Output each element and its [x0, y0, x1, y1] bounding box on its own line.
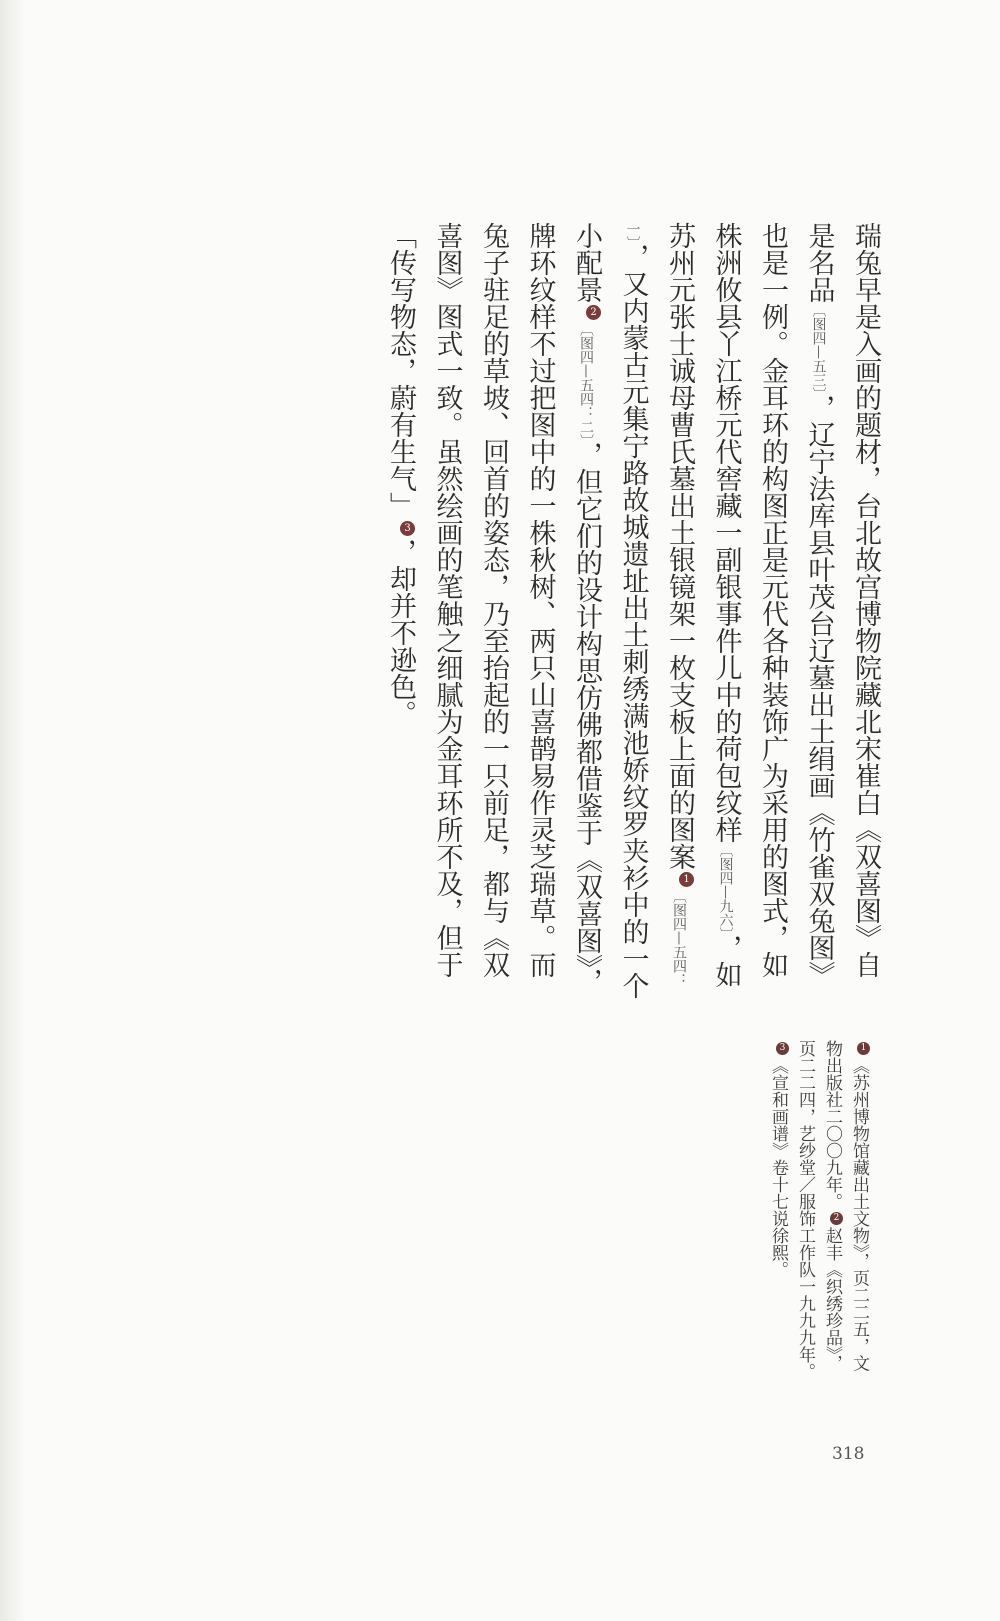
footnote-text-3: 《宣和画谱》卷十七说徐熙。 [768, 1057, 788, 1278]
footnote-number-2: 2 [830, 1212, 843, 1225]
body-text [377, 222, 889, 1002]
body-text-part-1: 瑞兔早是入画的题材，台北故宫博物院藏北宋崔白《双喜图》自是名品 [803, 222, 881, 978]
figure-ref-3: 〔图四—五四：一〕 [624, 222, 687, 987]
footnote-number-1: 1 [857, 1042, 870, 1055]
footnote-text-2: 赵丰《织绣珍品》，页二二四，艺纱堂／服饰工作队一九九九年。 [795, 1040, 842, 1380]
body-text-part-4: ，又内蒙古元集宁路故城遗址出土刺绣满池娇纹罗夹衫中的一个小配景 [571, 222, 649, 999]
body-text-part-5: ，但它们的设计构思仿佛都借鉴于《双喜图》，牌环纹样不过把图中的一株秋树、两只山喜鹊易作灵芝瑞草。而兔子驻足的草坡、回首的姿态，乃至抬起的一只前足，都与《双喜图》图式一致。虽然绘画的笔触之细腻为金耳环所不及，但于「传写物态，蔚有生气」 [385, 222, 602, 995]
note-marker-3: 3 [400, 521, 415, 536]
footnote-number-3: 3 [776, 1042, 789, 1055]
body-text-part-6: ，却并不逊色。 [385, 538, 416, 727]
page-gutter-shadow [0, 0, 26, 1621]
figure-ref-2: 〔图四—九六〕 [717, 843, 734, 934]
body-text-part-3: ，如苏州元张士诚母曹氏墓出土银镜架一枚支板上面的图案 [664, 222, 742, 988]
note-marker-2: 2 [586, 305, 601, 320]
figure-ref-1: 〔图四—五三〕 [810, 303, 827, 394]
footnotes [764, 1040, 872, 1380]
body-text-part-2: ，辽宁法库县叶茂台辽墓出土绢画《竹雀双兔图》也是一例。金耳环的构图正是元代各种装饰广为采用的图式，如株洲攸县丫江桥元代窖藏一副银事件儿中的荷包纹样 [710, 222, 835, 988]
footnote-text-1: 《苏州博物馆藏出土文物》，页二二五，文物出版社二〇〇九年。 [822, 1040, 869, 1372]
page-number: 318 [832, 1444, 865, 1464]
figure-ref-4: 〔图四—五四：二〕 [578, 322, 594, 441]
note-marker-1: 1 [679, 872, 694, 887]
